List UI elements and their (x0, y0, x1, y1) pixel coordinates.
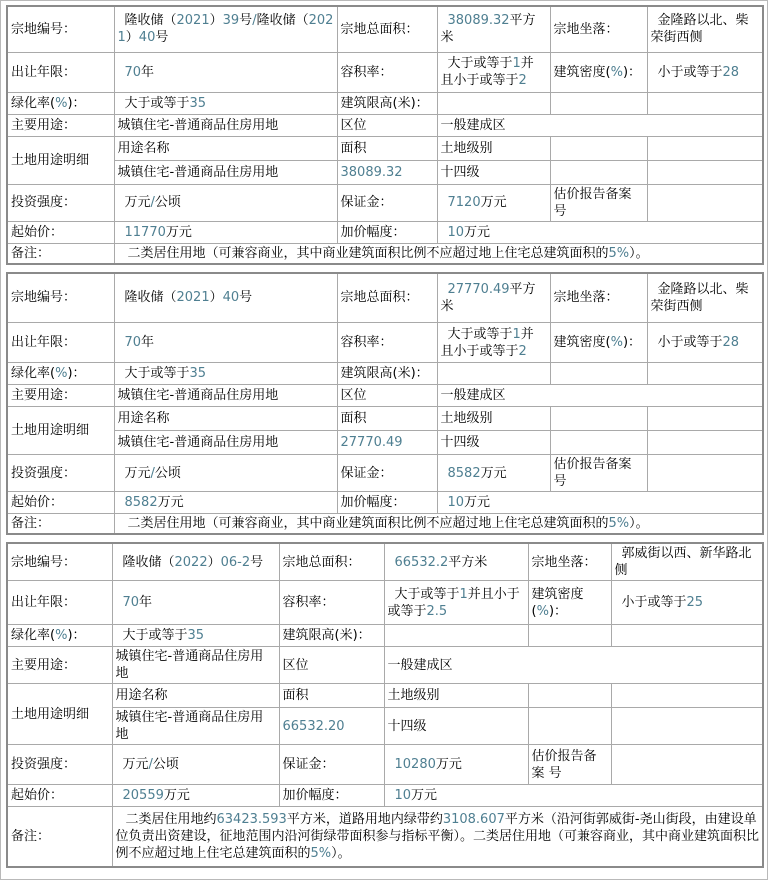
table-row (7, 114, 763, 136)
investment-label: 投资强度： (7, 745, 112, 785)
total-area-label: 宗地总面积： (337, 6, 437, 52)
main-use-value: 城镇住宅-普通商品住房用地 (114, 385, 337, 407)
grant-years-value: 70年 (112, 581, 279, 625)
table-row (7, 514, 763, 535)
height-limit-value (437, 363, 550, 385)
plot-ratio-label: 容积率： (337, 323, 437, 363)
total-area-label: 宗地总面积： (337, 273, 437, 323)
increment-value: 10万元 (437, 221, 763, 243)
deposit-label: 保证金： (337, 184, 437, 221)
greening-rate-value: 大于或等于35 (114, 363, 337, 385)
table-row (7, 385, 763, 407)
building-density-value: 小于或等于28 (647, 323, 763, 363)
use-name-header: 用途名称 (112, 684, 279, 708)
location-label: 宗地坐落： (550, 6, 647, 52)
deposit-value: 7120万元 (437, 184, 550, 221)
height-limit-value (384, 625, 528, 647)
investment-value: 万元/公顷 (112, 745, 279, 785)
building-density-label: 建筑密度(%)： (550, 52, 647, 92)
investment-value: 万元/公顷 (114, 455, 337, 492)
appraisal-report-label: 估价报告备案号 (550, 184, 647, 221)
empty-cell (647, 160, 763, 184)
empty-cell (647, 431, 763, 455)
location-value: 郭威街以西、新华路北侧 (611, 543, 763, 581)
district-value: 一般建成区 (437, 114, 763, 136)
land-grade-value: 十四级 (437, 431, 550, 455)
use-name-header: 用途名称 (114, 136, 337, 160)
use-detail-label: 土地用途明细 (7, 407, 114, 455)
main-use-label: 主要用途： (7, 114, 114, 136)
table-row (7, 92, 763, 114)
greening-rate-value: 大于或等于35 (114, 92, 337, 114)
district-label: 区位 (337, 385, 437, 407)
empty-cell (550, 363, 647, 385)
height-limit-label: 建筑限高(米)： (337, 363, 437, 385)
remark-label: 备注： (7, 243, 114, 264)
area-value: 27770.49 (337, 431, 437, 455)
table-row (7, 52, 763, 92)
empty-cell (528, 708, 611, 745)
table-row (7, 160, 763, 184)
use-detail-label: 土地用途明细 (7, 136, 114, 184)
district-value: 一般建成区 (384, 647, 763, 684)
empty-cell (647, 92, 763, 114)
empty-cell (611, 708, 763, 745)
deposit-value: 8582万元 (437, 455, 550, 492)
district-label: 区位 (279, 647, 384, 684)
building-density-value: 小于或等于25 (611, 581, 763, 625)
start-price-value: 8582万元 (114, 492, 337, 514)
empty-cell (550, 136, 647, 160)
land-grade-header: 土地级别 (437, 407, 550, 431)
remark-value: 二类居住用地约63423.593平方米，道路用地内绿带约3108.607平方米（沿河街郭威街-尧山街段，由建设单位负责出资建设，征地范围内沿河街绿带面积参与指标平衡）。二类居住用地（可兼容商业，其中商业建筑面积比例不应超过地上住宅总建筑面积的5%）。 (112, 807, 763, 867)
empty-cell (528, 684, 611, 708)
parcel-no-value: 隆收储（2022）06-2号 (112, 543, 279, 581)
grant-years-label: 出让年限： (7, 581, 112, 625)
empty-cell (550, 431, 647, 455)
table-row (7, 221, 763, 243)
land-grade-header: 土地级别 (437, 136, 550, 160)
district-value: 一般建成区 (437, 385, 763, 407)
area-value: 66532.20 (279, 708, 384, 745)
deposit-label: 保证金： (337, 455, 437, 492)
height-limit-label: 建筑限高(米)： (279, 625, 384, 647)
land-grade-value: 十四级 (437, 160, 550, 184)
use-detail-label: 土地用途明细 (7, 684, 112, 745)
table-row (7, 455, 763, 492)
building-density-label: 建筑密度(%)： (528, 581, 611, 625)
plot-ratio-value: 大于或等于1并且小于或等于2.5 (384, 581, 528, 625)
plot-ratio-value: 大于或等于1并且小于或等于2 (437, 52, 550, 92)
area-value: 38089.32 (337, 160, 437, 184)
total-area-label: 宗地总面积： (279, 543, 384, 581)
height-limit-label: 建筑限高(米)： (337, 92, 437, 114)
land-grade-value: 十四级 (384, 708, 528, 745)
table-row (7, 323, 763, 363)
investment-label: 投资强度： (7, 455, 114, 492)
table-row (7, 243, 763, 264)
start-price-label: 起始价： (7, 492, 114, 514)
greening-rate-label: 绿化率(%)： (7, 625, 112, 647)
area-header: 面积 (337, 407, 437, 431)
area-header: 面积 (279, 684, 384, 708)
increment-value: 10万元 (384, 785, 763, 807)
increment-value: 10万元 (437, 492, 763, 514)
remark-value: 二类居住用地（可兼容商业，其中商业建筑面积比例不应超过地上住宅总建筑面积的5%）。 (114, 243, 763, 264)
parcel-table-1 (6, 5, 764, 265)
total-area-value: 66532.2平方米 (384, 543, 528, 581)
appraisal-report-label: 估价报告备案号 (550, 455, 647, 492)
table-row (7, 625, 763, 647)
table-row (7, 273, 763, 323)
empty-cell (647, 136, 763, 160)
parcel-no-label: 宗地编号： (7, 6, 114, 52)
empty-cell (647, 363, 763, 385)
table-row (7, 647, 763, 684)
table-row (7, 136, 763, 160)
parcel-no-value: 隆收储（2021）40号 (114, 273, 337, 323)
deposit-value: 10280万元 (384, 745, 528, 785)
parcel-table-3 (6, 542, 764, 868)
parcel-no-label: 宗地编号： (7, 543, 112, 581)
empty-cell (550, 160, 647, 184)
table-row (7, 6, 763, 52)
table-row (7, 684, 763, 708)
table-row (7, 785, 763, 807)
greening-rate-label: 绿化率(%)： (7, 92, 114, 114)
grant-years-value: 70年 (114, 323, 337, 363)
empty-cell (647, 407, 763, 431)
remark-label: 备注： (7, 807, 112, 867)
table-row (7, 184, 763, 221)
main-use-value: 城镇住宅-普通商品住房用地 (114, 114, 337, 136)
empty-cell (611, 625, 763, 647)
plot-ratio-value: 大于或等于1并且小于或等于2 (437, 323, 550, 363)
empty-cell (550, 407, 647, 431)
use-name-value: 城镇住宅-普通商品住房用地 (112, 708, 279, 745)
start-price-value: 11770万元 (114, 221, 337, 243)
total-area-value: 27770.49平方米 (437, 273, 550, 323)
plot-ratio-label: 容积率： (279, 581, 384, 625)
main-use-label: 主要用途： (7, 385, 114, 407)
table-row (7, 363, 763, 385)
parcel-table-2 (6, 272, 764, 536)
building-density-label: 建筑密度(%)： (550, 323, 647, 363)
greening-rate-label: 绿化率(%)： (7, 363, 114, 385)
table-row (7, 431, 763, 455)
table-row (7, 407, 763, 431)
table-row (7, 807, 763, 867)
appraisal-report-value (611, 745, 763, 785)
parcel-no-label: 宗地编号： (7, 273, 114, 323)
land-grade-header: 土地级别 (384, 684, 528, 708)
start-price-label: 起始价： (7, 221, 114, 243)
increment-label: 加价幅度： (337, 492, 437, 514)
table-row (7, 708, 763, 745)
grant-years-value: 70年 (114, 52, 337, 92)
table-row (7, 492, 763, 514)
use-name-value: 城镇住宅-普通商品住房用地 (114, 160, 337, 184)
table-row (7, 581, 763, 625)
remark-label: 备注： (7, 514, 114, 535)
empty-cell (611, 684, 763, 708)
location-value: 金隆路以北、柴荣街西侧 (647, 6, 763, 52)
area-header: 面积 (337, 136, 437, 160)
location-label: 宗地坐落： (528, 543, 611, 581)
district-label: 区位 (337, 114, 437, 136)
increment-label: 加价幅度： (337, 221, 437, 243)
grant-years-label: 出让年限： (7, 52, 114, 92)
grant-years-label: 出让年限： (7, 323, 114, 363)
remark-value: 二类居住用地（可兼容商业，其中商业建筑面积比例不应超过地上住宅总建筑面积的5%）。 (114, 514, 763, 535)
increment-label: 加价幅度： (279, 785, 384, 807)
appraisal-report-value (647, 455, 763, 492)
main-use-value: 城镇住宅-普通商品住房用地 (112, 647, 279, 684)
building-density-value: 小于或等于28 (647, 52, 763, 92)
greening-rate-value: 大于或等于35 (112, 625, 279, 647)
main-use-label: 主要用途： (7, 647, 112, 684)
investment-value: 万元/公顷 (114, 184, 337, 221)
location-value: 金隆路以北、柴荣街西侧 (647, 273, 763, 323)
parcel-no-value: 隆收储（2021）39号/隆收储（2021）40号 (114, 6, 337, 52)
height-limit-value (437, 92, 550, 114)
appraisal-report-value (647, 184, 763, 221)
deposit-label: 保证金： (279, 745, 384, 785)
table-row (7, 745, 763, 785)
investment-label: 投资强度： (7, 184, 114, 221)
use-name-value: 城镇住宅-普通商品住房用地 (114, 431, 337, 455)
use-name-header: 用途名称 (114, 407, 337, 431)
table-row (7, 543, 763, 581)
start-price-value: 20559万元 (112, 785, 279, 807)
appraisal-report-label: 估价报告备案 号 (528, 745, 611, 785)
total-area-value: 38089.32平方米 (437, 6, 550, 52)
empty-cell (550, 92, 647, 114)
start-price-label: 起始价： (7, 785, 112, 807)
plot-ratio-label: 容积率： (337, 52, 437, 92)
location-label: 宗地坐落： (550, 273, 647, 323)
empty-cell (528, 625, 611, 647)
